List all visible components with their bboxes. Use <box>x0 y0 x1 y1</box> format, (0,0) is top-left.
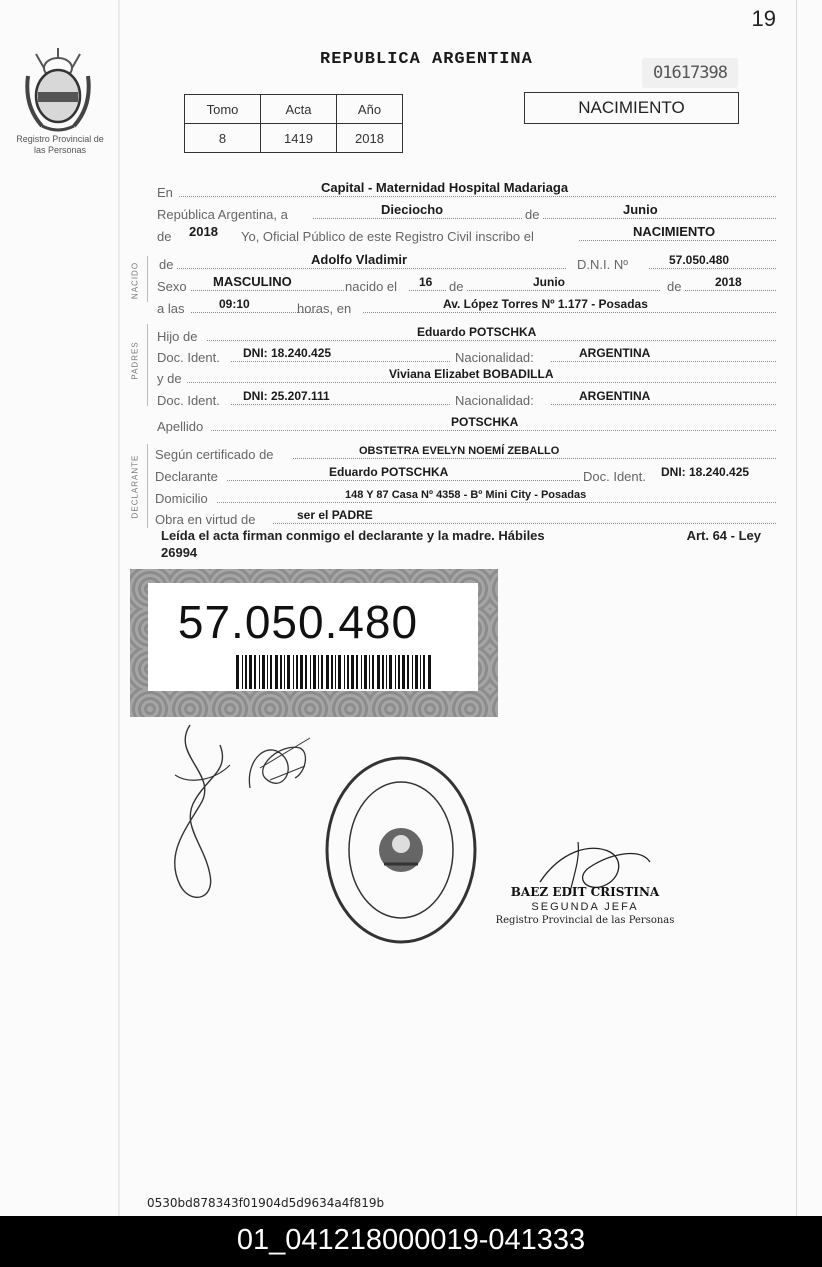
value-father-name: Eduardo POTSCHKA <box>417 325 537 339</box>
value-sex: MASCULINO <box>213 274 292 289</box>
label-nacido: nacido el <box>345 279 398 294</box>
label-domicilio: Domicilio <box>155 491 208 506</box>
value-child-name: Adolfo Vladimir <box>311 252 408 267</box>
emblem-caption: Registro Provincial de las Personas <box>16 134 104 155</box>
value-mother-nationality: ARGENTINA <box>579 389 651 403</box>
registry-value-row <box>185 124 403 153</box>
section-divider-declarante <box>147 444 148 528</box>
dotted-line <box>231 361 450 362</box>
dotted-line <box>551 361 776 362</box>
section-divider-nacido <box>147 256 148 302</box>
value-father-doc: DNI: 18.240.425 <box>243 346 332 360</box>
value-time: 09:10 <box>219 297 250 311</box>
dotted-line <box>363 312 776 313</box>
row-sex <box>155 272 776 294</box>
label-nacionalidad: Nacionalidad: <box>455 350 534 365</box>
row-place <box>155 178 776 200</box>
row-time <box>155 294 776 316</box>
dotted-line <box>231 404 450 405</box>
dotted-line <box>649 268 776 269</box>
value-declarant-doc: DNI: 18.240.425 <box>661 465 750 479</box>
footer-id: 01_041218000019-041333 <box>236 1224 586 1256</box>
record-type-box: NACIMIENTO <box>524 92 739 124</box>
label-declarante: Declarante <box>155 469 218 484</box>
dotted-line <box>179 196 776 197</box>
row-declarant <box>155 462 776 484</box>
label-de: de <box>525 207 540 222</box>
value-birth-place: Av. López Torres Nº 1.177 - Posadas <box>443 297 648 311</box>
dni-sticker-number: 57.050.480 <box>177 596 419 648</box>
dni-sticker-panel <box>148 583 478 691</box>
label-nacionalidad: Nacionalidad: <box>455 393 534 408</box>
dotted-line <box>685 290 776 291</box>
value-birth-year: 2018 <box>715 275 742 289</box>
row-date <box>155 200 776 222</box>
value-surname: POTSCHKA <box>451 415 519 429</box>
row-father <box>155 322 776 344</box>
row-capacity <box>155 505 776 527</box>
registry-table <box>184 94 403 153</box>
label-yo: Yo, Oficial Público de este Registro Civil inscribo el <box>241 229 534 244</box>
closing-legal-ref: Art. 64 - Ley <box>686 528 761 543</box>
row-mother <box>155 364 776 386</box>
header-anio: Año <box>337 95 403 124</box>
page-right-edge <box>796 0 797 1216</box>
header-tomo: Tomo <box>185 95 261 124</box>
label-obra: Obra en virtud de <box>155 512 256 527</box>
value-mother-name: Viviana Elizabet BOBADILLA <box>389 367 554 381</box>
label-doc: Doc. Ident. <box>157 393 220 408</box>
authority-organization: Registro Provincial de las Personas <box>495 915 675 926</box>
dotted-line <box>543 218 776 219</box>
row-certificate <box>155 440 776 462</box>
value-year: 2018 <box>189 224 218 239</box>
label-declarant-doc: Doc. Ident. <box>583 469 646 484</box>
row-inscribe <box>155 222 776 244</box>
signing-authority <box>490 885 680 926</box>
mother-signature-icon <box>240 718 320 808</box>
row-name <box>155 250 776 272</box>
value-birth-month: Junio <box>533 275 565 289</box>
dotted-line <box>211 430 776 431</box>
dotted-line <box>467 290 660 291</box>
value-declarant-name: Eduardo POTSCHKA <box>329 465 449 479</box>
value-place: Capital - Maternidad Hospital Madariaga <box>321 180 569 195</box>
closing-law-number: 26994 <box>161 545 198 560</box>
declarant-signature-icon <box>160 715 240 915</box>
page-number: 19 <box>751 6 776 31</box>
section-label-nacido: NACIDO <box>130 261 140 300</box>
dotted-line <box>177 268 566 269</box>
registry-header-row <box>185 95 403 124</box>
dotted-line <box>313 218 522 219</box>
value-month: Junio <box>623 202 658 217</box>
serial-number: 01617398 <box>642 58 738 88</box>
value-acta: 1419 <box>261 124 337 153</box>
dotted-line <box>293 458 776 459</box>
value-day: Dieciocho <box>381 202 444 217</box>
section-label-declarante: DECLARANTE <box>130 454 140 519</box>
section-label-padres: PADRES <box>130 341 140 380</box>
value-tomo: 8 <box>185 124 261 153</box>
row-surname <box>155 412 776 434</box>
value-dni: 57.050.480 <box>669 253 730 267</box>
row-address <box>155 484 776 506</box>
value-birth-day: 16 <box>419 275 433 289</box>
label-republica: República Argentina, a <box>157 207 288 222</box>
barcode-icon <box>236 655 436 689</box>
value-certificate: OBSTETRA EVELYN NOEMÍ ZEBALLO <box>359 445 560 457</box>
dotted-line <box>579 240 776 241</box>
page-left-edge <box>118 0 120 1216</box>
label-dni: D.N.I. Nº <box>577 257 628 272</box>
row-father-doc <box>155 343 776 365</box>
closing-text: Leída el acta firman conmigo el declarante y la madre. Hábiles <box>161 528 545 543</box>
label-de: de <box>157 229 172 244</box>
dotted-line <box>187 382 776 383</box>
label-de: de <box>667 279 682 294</box>
provincial-crest-icon <box>22 46 94 136</box>
dotted-line <box>273 523 776 524</box>
country-title: REPUBLICA ARGENTINA <box>320 50 533 69</box>
label-yde: y de <box>157 371 182 386</box>
label-de: de <box>449 279 464 294</box>
label-alas: a las <box>157 301 185 316</box>
dotted-line <box>409 290 446 291</box>
closing-statement <box>161 527 761 561</box>
value-anio: 2018 <box>337 124 403 153</box>
authority-name: BAEZ EDIT CRISTINA <box>510 885 660 899</box>
value-capacity: ser el PADRE <box>297 508 373 522</box>
dotted-line <box>217 502 776 503</box>
row-mother-doc <box>155 386 776 408</box>
value-inscribe: NACIMIENTO <box>633 224 716 239</box>
dotted-line <box>551 404 776 405</box>
label-sexo: Sexo <box>157 279 187 294</box>
label-horas: horas, en <box>297 301 352 316</box>
section-divider-padres <box>147 324 148 406</box>
value-mother-doc: DNI: 25.207.111 <box>243 389 330 403</box>
label-en: En <box>157 185 173 200</box>
label-apellido: Apellido <box>157 419 204 434</box>
official-seal-icon <box>322 752 480 948</box>
dni-sticker <box>130 569 498 717</box>
value-address: 148 Y 87 Casa Nº 4358 - Bº Mini City - Posadas <box>345 489 587 501</box>
header-acta: Acta <box>261 95 337 124</box>
label-hijo: Hijo de <box>157 329 198 344</box>
footer-bar <box>0 1216 822 1267</box>
dotted-line <box>191 290 344 291</box>
document-hash: 0530bd878343f01904d5d9634a4f819b <box>147 1196 385 1210</box>
dotted-line <box>227 480 580 481</box>
value-father-nationality: ARGENTINA <box>579 346 651 360</box>
label-certificado: Según certificado de <box>155 447 274 462</box>
label-doc: Doc. Ident. <box>157 350 220 365</box>
dotted-line <box>207 340 776 341</box>
label-de: de <box>159 257 174 272</box>
authority-role: SEGUNDA JEFA <box>531 901 639 913</box>
